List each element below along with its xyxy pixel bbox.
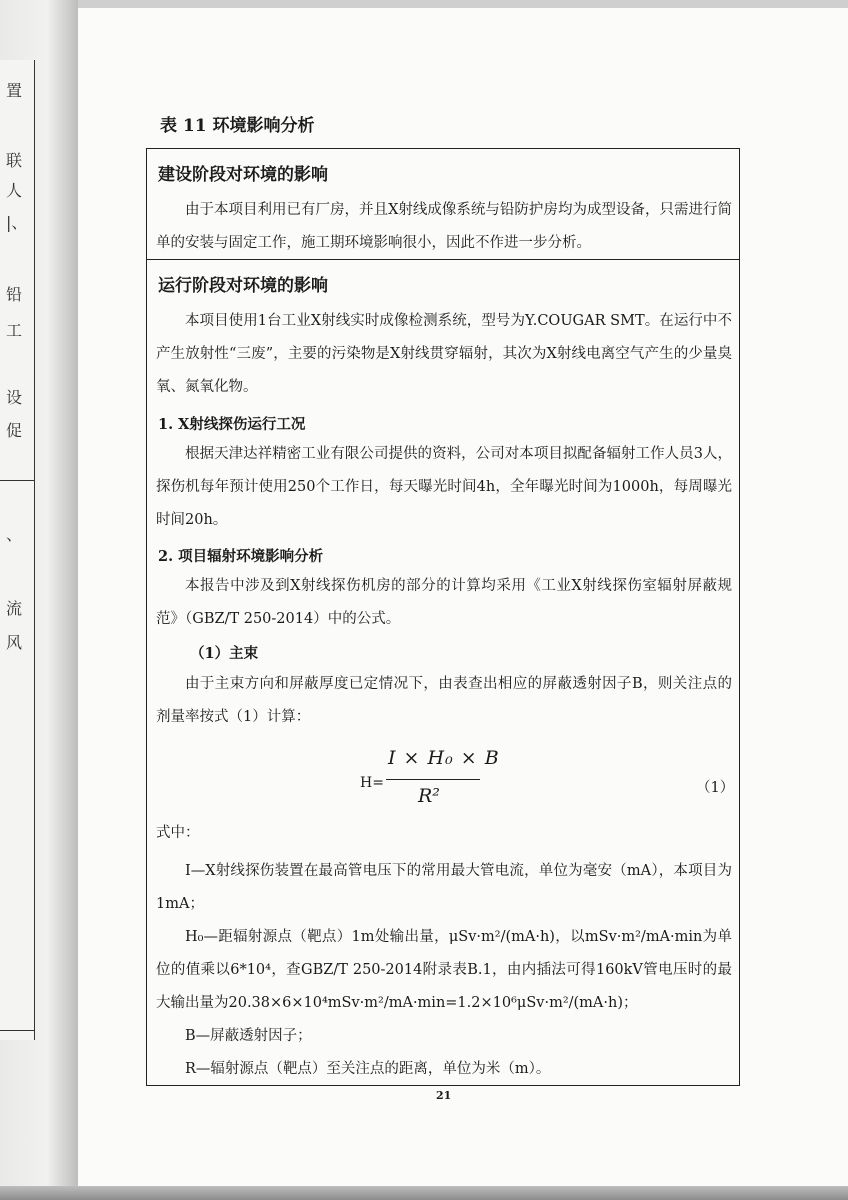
main-beam-heading: （1）主束 bbox=[190, 645, 259, 662]
page-number: 21 bbox=[436, 1089, 452, 1102]
definition-H0: H₀—距辐射源点（靶点）1m处输出量，μSv·m²/(mA·h)，以mSv·m²/mA·min为单位的值乘以6*10⁴，查GBZ/T 250-2014附录表B.1，由内插法可得160kV管电压时的最大输出量为20.38×6×10⁴mSv·m²/mA·min=1.2×10⁶μSv·m²/(mA·h)； bbox=[156, 929, 732, 1011]
prev-page-rule bbox=[0, 480, 34, 481]
formula-denominator: R² bbox=[418, 785, 440, 807]
section-2-text: 本报告中涉及到X射线探伤机房的部分的计算均采用《工业X射线探伤室辐射屏蔽规范》（GBZ/T 250-2014）中的公式。 bbox=[156, 578, 732, 627]
section-2-title: 2. 项目辐射环境影响分析 bbox=[158, 548, 324, 565]
prev-page-rule bbox=[0, 1030, 34, 1031]
definition-R: R—辐射源点（靶点）至关注点的距离，单位为米（m）。 bbox=[185, 1061, 551, 1077]
scan-bottom-edge bbox=[0, 1186, 848, 1200]
dose-rate-formula bbox=[360, 747, 560, 827]
prev-page-char: 、 bbox=[6, 525, 23, 544]
section-1-text: 根据天津达祥精密工业有限公司提供的资料，公司对本项目拟配备辐射工作人员3人，探伤机每年预计使用250个工作日，每天曝光时间4h，全年曝光时间为1000h，每周曝光时间20h。 bbox=[156, 446, 732, 528]
definition-B: B—屏蔽透射因子； bbox=[185, 1028, 312, 1044]
prev-page-char: 铅 bbox=[6, 285, 23, 304]
prev-page-char: |、 bbox=[6, 213, 28, 232]
formula-lhs: H= bbox=[360, 775, 384, 791]
prev-page-char: 流 bbox=[6, 599, 23, 618]
equation-number: （1） bbox=[696, 780, 735, 796]
prev-page-char: 风 bbox=[6, 633, 23, 652]
prev-page-char: 促 bbox=[6, 421, 23, 440]
main-beam-text: 由于主束方向和屏蔽厚度已定情况下，由表查出相应的屏蔽透射因子B，则关注点的剂量率按式（1）计算： bbox=[156, 676, 732, 725]
prev-page-char: 工 bbox=[6, 321, 23, 340]
prev-page-char: 联 bbox=[6, 151, 23, 170]
prev-page-char: 置 bbox=[6, 81, 23, 100]
section-1-title: 1. X射线探伤运行工况 bbox=[158, 416, 306, 433]
where-label: 式中： bbox=[156, 825, 200, 841]
operation-heading: 运行阶段对环境的影响 bbox=[158, 276, 328, 296]
construction-heading: 建设阶段对环境的影响 bbox=[158, 165, 328, 185]
definition-I: I—X射线探伤装置在最高管电压下的常用最大管电流，单位为毫安（mA），本项目为1mA； bbox=[156, 863, 732, 912]
table-title: 表 11 环境影响分析 bbox=[160, 116, 315, 136]
construction-text: 由于本项目利用已有厂房，并且X射线成像系统与铅防护房均为成型设备，只需进行简单的安装与固定工作，施工期环境影响很小，因此不作进一步分析。 bbox=[156, 202, 732, 251]
previous-page-edge bbox=[0, 60, 35, 1040]
operation-intro: 本项目使用1台工业X射线实时成像检测系统，型号为Y.COUGAR SMT。在运行中不产生放射性“三废”，主要的污染物是X射线贯穿辐射，其次为X射线电离空气产生的少量臭氧、氮氧化物。 bbox=[156, 313, 732, 395]
prev-page-char: 设 bbox=[6, 388, 23, 407]
formula-numerator: I × H₀ × B bbox=[388, 747, 500, 769]
prev-page-char: 人 bbox=[6, 181, 23, 200]
fraction-bar bbox=[386, 779, 480, 780]
